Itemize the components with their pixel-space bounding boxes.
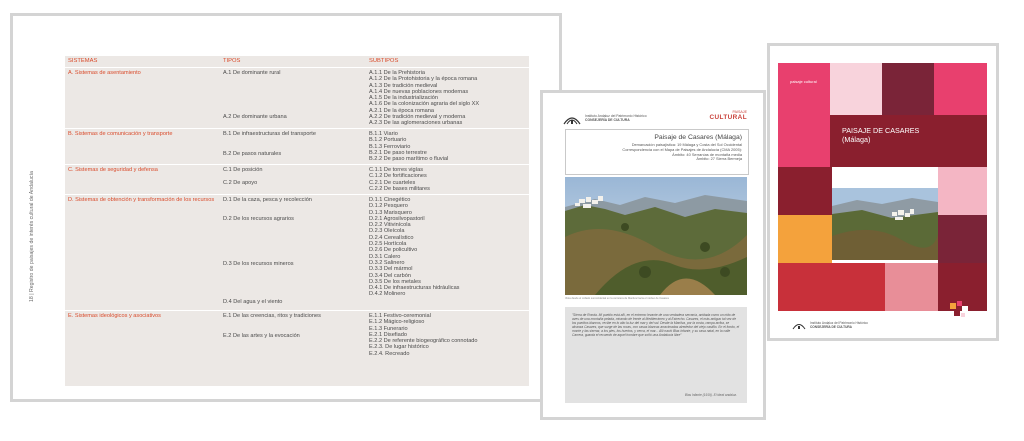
brand-small: PAISAJE xyxy=(732,110,747,114)
header-tipos: TIPOS xyxy=(223,58,241,64)
tipo-b2: B.2 De pasos naturales xyxy=(223,151,282,157)
subtipo-item: E.2.2 De referente biogeográfico connotado xyxy=(369,338,478,345)
subtipo-item: D.4.1 De infraestructuras hidráulicas xyxy=(369,285,460,292)
subtipo-item: D.2.5 Hortícola xyxy=(369,241,407,248)
color-block xyxy=(778,167,832,215)
running-head-text: 18 | Registro de paisajes de interés cultural de Andalucía xyxy=(29,171,35,302)
color-block xyxy=(938,215,987,263)
color-block xyxy=(778,215,832,263)
row-divider xyxy=(65,310,529,311)
subtipo-item: E.2.4. Recreado xyxy=(369,350,410,357)
subtipo-item: A.1.6 De la colonización agraria del siglo XX xyxy=(369,101,480,108)
sistema-a: A. Sistemas de asentamiento xyxy=(68,70,141,76)
subtipo-item: D.2.4 Cerealístico xyxy=(369,234,414,241)
subtipo-item: D.1.1 Cinegético xyxy=(369,197,411,203)
subtipo-item: D.3.4 Del carbón xyxy=(369,272,411,279)
subtipo-item: C.1.1 De torres vigías xyxy=(369,167,424,173)
subtipos-c xyxy=(369,167,529,192)
subtipo-item: D.2.2 Vitivinícola xyxy=(369,222,411,229)
junta-andalucia-logo-icon xyxy=(792,322,806,330)
quote-box xyxy=(565,307,747,403)
color-block xyxy=(882,63,934,115)
row-divider xyxy=(65,67,529,68)
header-sistemas: SISTEMAS xyxy=(68,58,98,64)
color-block xyxy=(938,167,987,215)
page-ficha-casares xyxy=(540,90,766,420)
subtipo-item: A.1.5 De la industrialización xyxy=(369,95,439,102)
title-box xyxy=(565,129,749,175)
sistema-e: E. Sistemas ideológicos y asociativos xyxy=(68,313,161,319)
subtipo-item: A.1.4 De nuevas poblaciones modernas xyxy=(369,88,469,95)
color-block xyxy=(830,63,882,115)
side-running-head xyxy=(25,136,39,306)
subtitle-line: Demarcación paisajística: 19 Málaga y Costa del Sol Occidental xyxy=(631,142,742,147)
institution-line: Instituto Andaluz del Patrimonio Histórico xyxy=(585,114,647,118)
institution-line: CONSEJERÍA DE CULTURA xyxy=(810,325,852,329)
color-block xyxy=(832,263,885,311)
subtipo-item: A.1.2 De la Protohistoria y la época romana xyxy=(369,76,478,83)
subtipo-item: B.1.2 Portuario xyxy=(369,137,407,144)
subtipo-item: A.1.1 De la Prehistoria xyxy=(369,70,425,76)
sistema-d: D. Sistemas de obtención y transformación de los recursos xyxy=(68,197,215,203)
quote-author: Blas Infante (1919). El ideal andaluz. xyxy=(684,393,737,397)
tipo-c2: C.2 De apoyo xyxy=(223,180,258,186)
institution-line: Instituto Andaluz del Patrimonio Histórico xyxy=(810,321,868,325)
subtipo-item: E.2.1 Disefiado xyxy=(369,331,407,338)
tipo-d1: D.1 De la caza, pesca y recolección xyxy=(223,197,312,203)
landscape-photo xyxy=(565,177,747,295)
subtipo-item: A.2.2 De tradición medieval y moderna xyxy=(369,114,466,121)
tipo-b1: B.1 De infraestructuras del transporte xyxy=(223,131,316,137)
systems-table xyxy=(65,56,529,386)
subtipos-d xyxy=(369,197,529,298)
subtipo-item: A.2.3 De las aglomeraciones urbanas xyxy=(369,120,463,127)
subtipo-item: D.3.3 Del mármol xyxy=(369,266,413,273)
subtipo-item: E.2.3. De lugar histórico xyxy=(369,344,429,351)
subtipo-item: D.3.1 Calero xyxy=(369,253,401,260)
tipo-a2: A.2 De dominante urbana xyxy=(223,114,287,120)
row-divider xyxy=(65,164,529,165)
color-block xyxy=(778,63,830,115)
subtipo-item: B.2.1 De paso terrestre xyxy=(369,149,427,156)
subtipo-item: B.2.2 De paso marítimo o fluvial xyxy=(369,156,449,163)
institution-name xyxy=(585,114,647,122)
subtipo-item: D.1.3 Marisquero xyxy=(369,209,412,216)
color-block xyxy=(778,115,830,167)
junta-andalucia-logo-icon xyxy=(563,115,581,125)
page-cover xyxy=(767,43,999,341)
subtipo-item: D.2.6 De policultivo xyxy=(369,247,418,254)
subtipo-item: B.1.3 Ferroviario xyxy=(369,143,411,150)
color-block xyxy=(934,63,987,115)
row-divider xyxy=(65,194,529,195)
subtipos-b xyxy=(369,131,529,162)
cover-title-line: PAISAJE DE CASARES xyxy=(842,126,920,135)
tipo-d4: D.4 Del agua y el viento xyxy=(223,299,283,305)
ficha-title: Paisaje de Casares (Málaga) xyxy=(654,134,742,141)
institution-line: CONSEJERÍA DE CULTURA xyxy=(585,118,630,123)
subtipo-item: E.1.2 Mágico-religioso xyxy=(369,319,425,326)
subtipo-item: D.1.2 Pesquero xyxy=(369,203,408,210)
subtipo-item: D.3.2 Salinero xyxy=(369,259,405,266)
page-classification-table xyxy=(10,13,562,402)
cover-title xyxy=(842,126,919,144)
subtipo-item: D.4.2 Molinero xyxy=(369,291,406,298)
subtipos-e xyxy=(369,313,529,357)
subtipos-a xyxy=(369,70,529,127)
color-block xyxy=(885,263,938,311)
cover-title-line: (Málaga) xyxy=(842,135,871,144)
tipo-a1: A.1 De dominante rural xyxy=(223,70,281,76)
quote-text: "Sierra de Ronda. Mi pueblo está allí, en el extremo levante de una verdadera serranía, anidada como un nido de aves de una montaña pelada, mirando de frente al Mediterráneo y al Estrecho. Casares, el más antiguo tal vez de los pueblos blancos, recibe en lo alto la luz del mar y del sol. Desde la Manilva, por la costa, rampa arriba, se alcanza Casares, que surge de las rocas, con casas blancas arracimadas alrededor del viejo castillo. En el fondo, el monte y las sierras; a los pies, los huertos, y cerca, el mar... Allí nació Blas Infante, y su casa natal, en la calle Carrera, guarda el recuerdo de aquel hombre que soñó una Andalucía libre" xyxy=(572,313,740,338)
sistema-c: C. Sistemas de seguridad y defensa xyxy=(68,167,158,173)
cover-institution xyxy=(810,321,868,329)
brand-big: CULTURAL xyxy=(709,114,747,121)
subtipo-item: B.1.1 Viario xyxy=(369,131,398,137)
row-divider xyxy=(65,128,529,129)
subtipo-item: C.1.2 De fortificaciones xyxy=(369,173,427,180)
iaph-mark-icon xyxy=(948,299,970,321)
subtipo-item: D.2.3 Oleícola xyxy=(369,228,405,235)
tipo-c1: C.1 De posición xyxy=(223,167,263,173)
tipo-d3: D.3 De los recursos mineros xyxy=(223,261,294,267)
subtipo-item: A.1.3 De tradición medieval xyxy=(369,82,438,89)
subtipo-item: E.1.1 Festivo-ceremonial xyxy=(369,313,431,319)
subtitle-line: Correspondencia con el Mapa de Paisajes de Andalucía (CMA 2005): xyxy=(622,146,742,152)
photo-caption: Vista desde el collado suroccidental en la carretera de Manilva hacia el núcleo de Casares xyxy=(565,297,669,300)
subtipo-item: C.2.1 De cuarteles xyxy=(369,179,416,186)
subtipo-item: A.2.1 De la época romana xyxy=(369,107,434,114)
subtipo-item: C.2.2 De bases militares xyxy=(369,185,430,192)
tipo-e1: E.1 De las creencias, ritos y tradiciones xyxy=(223,313,321,319)
sistema-b: B. Sistemas de comunicación y transporte xyxy=(68,131,173,137)
color-block xyxy=(778,263,832,311)
tipo-d2: D.2 De los recursos agrarios xyxy=(223,216,294,222)
tipo-e2: E.2 De las artes y la evocación xyxy=(223,333,300,339)
subtipo-item: E.1.3 Funerario xyxy=(369,325,408,332)
subtitle-line: Ámbito: 40 Serranías de montaña media xyxy=(672,151,742,157)
subtitle-line: Ámbito: 27 Sierra Bermeja xyxy=(696,156,742,162)
cover-photo xyxy=(832,188,938,260)
ficha-subtitle xyxy=(622,143,742,162)
cultural-brand xyxy=(709,110,747,121)
subtipo-item: D.3.5 De los metales xyxy=(369,278,421,285)
collection-label: paisaje cultural xyxy=(790,79,817,84)
header-subtipos: SUBTIPOS xyxy=(369,58,399,64)
subtipo-item: D.2.1 Agrosilvopastoril xyxy=(369,215,425,222)
